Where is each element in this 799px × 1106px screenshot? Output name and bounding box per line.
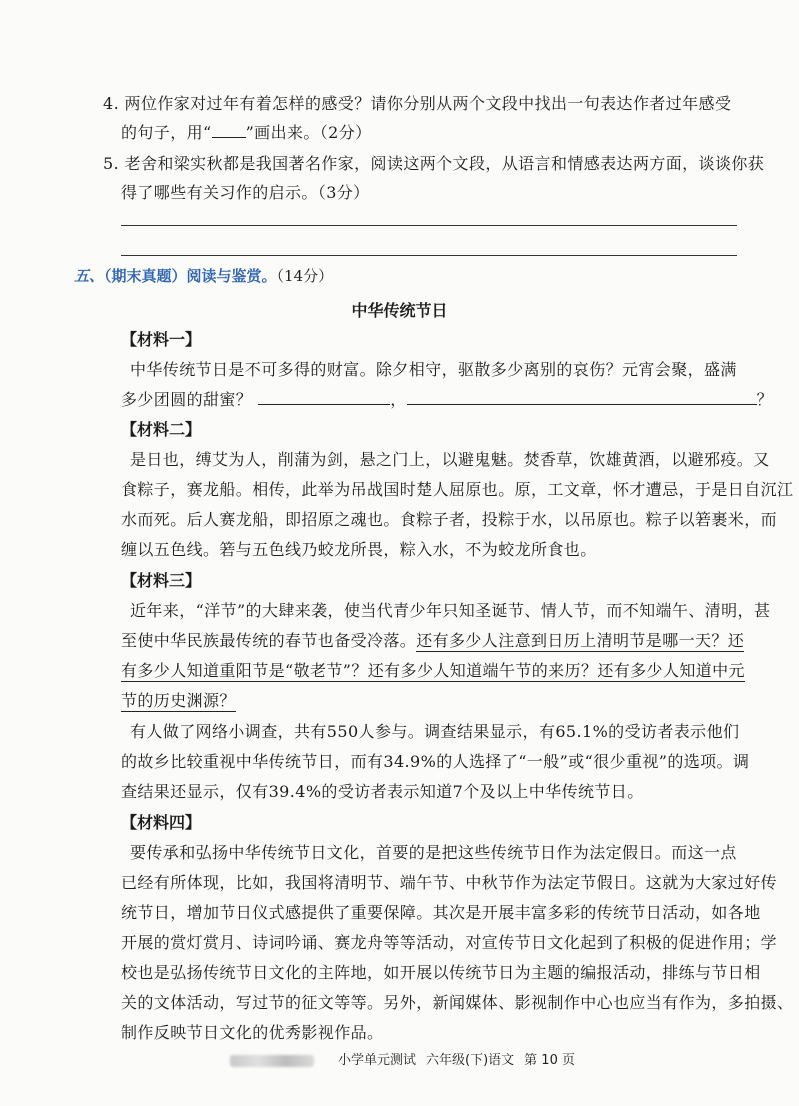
fill-end: ？ xyxy=(756,390,774,409)
material-3-line3 xyxy=(121,661,745,681)
article-title: 中华传统节日 xyxy=(351,301,448,320)
material-4-line4: 开展的赏灯赏月、诗词吟诵、赛龙舟等等活动，对宣传节日文化起到了积极的促进作用；学 xyxy=(121,933,778,952)
material-2-line1: 是日也，缚艾为人，削蒲为剑，悬之门上，以避鬼魅。焚香草，饮雄黄酒，以避邪疫。又 xyxy=(130,450,770,469)
section-title: 阅读与鉴赏。 xyxy=(186,267,277,285)
material-4-line6: 关的文体活动，写过节的征文等等。另外，新闻媒体、影视制作中心也应当有作为，多拍摄、 xyxy=(121,993,794,1012)
material-4-line3: 统节日，增加节日仪式感提供了重要保障。其次是开展丰富多彩的传统节日活动，如各地 xyxy=(121,903,761,922)
material-3-line2 xyxy=(121,631,744,651)
section-tag: （期末真题） xyxy=(104,267,187,285)
answer-line-1[interactable] xyxy=(121,225,737,226)
material-4-label: 【材料四】 xyxy=(121,813,202,832)
material-4-line5: 校也是弘扬传统节日文化的主阵地，如开展以传统节日为主题的编报活动，排练与节日相 xyxy=(121,963,761,982)
material-3-p2-line2: 的故乡比较重视中华传统节日，而有34.9%的人选择了“一般”或“很少重视”的选项。调 xyxy=(121,752,750,771)
footer-series: 小学单元测试 xyxy=(338,1053,417,1068)
material-2-line4: 缠以五色线。箬与五色线乃蛟龙所畏，粽入水，不为蛟龙所食也。 xyxy=(121,540,597,559)
material-4-line7: 制作反映节日文化的优秀影视作品。 xyxy=(121,1023,384,1042)
material-1-line1: 中华传统节日是不可多得的财富。除夕相守，驱散多少离别的哀伤？元宵会聚，盛满 xyxy=(130,360,737,379)
blurred-logo xyxy=(230,1055,314,1067)
section-number: 五、 xyxy=(74,267,105,285)
material-2-line3: 水而死。后人赛龙船，即招原之魂也。食粽子者，投粽于水，以吊原也。粽子以箬裹米，而 xyxy=(121,510,778,529)
fill-blank-2[interactable] xyxy=(407,390,757,405)
footer-grade: 六年级(下)语文 xyxy=(426,1053,515,1068)
material-3-label: 【材料三】 xyxy=(121,571,202,590)
fill-separator: ， xyxy=(390,390,407,409)
answer-line-2[interactable] xyxy=(121,255,737,256)
material-3-line4-underlined: 节的历史渊源？ xyxy=(121,691,236,710)
question-5-line1: 5. 老舍和梁实秋都是我国著名作家，阅读这两个文段，从语言和情感表达两方面，谈谈你获 xyxy=(103,154,765,173)
fill-blank-1[interactable] xyxy=(258,390,390,405)
underline-sample xyxy=(212,123,246,138)
question-4-line2-after: ”画出来。（2分） xyxy=(245,123,372,142)
material-2-label: 【材料二】 xyxy=(121,420,202,439)
material-3-line1: 近年来，“洋节”的大肆来袭，使当代青少年只知圣诞节、情人节，而不知端午、清明，甚 xyxy=(130,601,771,620)
material-4-line2: 已经有所体现，比如，我国将清明节、端午节、中秋节作为法定节假日。这就为大家过好传 xyxy=(121,873,778,892)
material-1-line2-text: 多少团圆的甜蜜？ xyxy=(121,390,253,409)
section-heading xyxy=(74,266,333,286)
material-3-p2-line3: 查结果还显示，仅有39.4%的受访者表示知道7个及以上中华传统节日。 xyxy=(121,782,644,801)
material-3-line2-underlined: 还有多少人注意到日历上清明节是哪一天？还 xyxy=(416,631,745,650)
material-2-line2: 食粽子，赛龙船。相传，此举为吊战国时楚人屈原也。原，工文章，怀才遭忌，于是日自沉江 xyxy=(121,480,794,499)
material-3-line4 xyxy=(121,691,236,711)
footer-page: 第 10 页 xyxy=(524,1053,575,1068)
question-5-line2: 得了哪些有关习作的启示。（3分） xyxy=(121,183,370,202)
material-1-label: 【材料一】 xyxy=(121,330,202,349)
section-score: （14分） xyxy=(276,267,334,285)
material-1-line2 xyxy=(121,390,773,410)
question-4-line2-before: 的句子，用“ xyxy=(121,123,212,142)
question-4-line1: 4. 两位作家对过年有着怎样的感受？请你分别从两个文段中找出一句表达作者过年感受 xyxy=(103,94,732,113)
material-3-line2-plain: 至使中华民族最传统的春节也备受冷落。 xyxy=(121,631,417,650)
material-3-line3-underlined: 有多少人知道重阳节是“敬老节”？还有多少人知道端午节的来历？还有多少人知道中元 xyxy=(121,661,745,680)
question-4-line2 xyxy=(121,123,372,143)
material-3-p2-line1: 有人做了网络小调查，共有550人参与。调查结果显示，有65.1%的受访者表示他们 xyxy=(130,722,740,741)
material-4-line1: 要传承和弘扬中华传统节日文化，首要的是把这些传统节日作为法定假日。而这一点 xyxy=(130,843,737,862)
page-footer xyxy=(230,1049,575,1068)
